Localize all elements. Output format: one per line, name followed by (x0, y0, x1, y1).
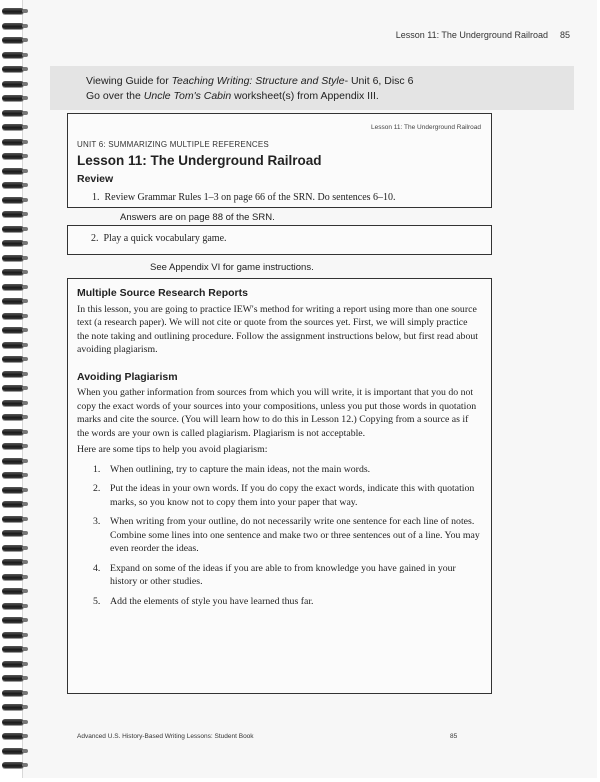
review-item-1 (92, 192, 396, 203)
tip-item (93, 562, 481, 589)
running-head-page-number: 85 (559, 30, 570, 40)
binding-coil (2, 197, 24, 203)
binding-coil (2, 588, 24, 594)
binding-coil (2, 675, 24, 681)
answers-note: Answers are on page 88 of the SRN. (120, 212, 275, 223)
tips-intro: Here are some tips to help you avoid plagiarism: (77, 444, 268, 455)
binding-coil (2, 661, 24, 667)
binding-coil (2, 327, 24, 333)
binding-coil (2, 371, 24, 377)
tip-number: 4. (93, 562, 101, 574)
binding-coil (2, 342, 24, 348)
binding-coil (2, 226, 24, 232)
lesson-title: Lesson 11: The Underground Railroad (77, 153, 322, 168)
viewing-guide-unit: - Unit 6, Disc 6 (344, 75, 414, 87)
viewing-guide-prefix: Viewing Guide for (86, 75, 172, 87)
viewing-guide-line2-suffix: worksheet(s) from Appendix III. (231, 90, 379, 102)
tip-number: 5. (93, 595, 101, 607)
review-item-2-number: 2. (91, 233, 99, 244)
binding-coil (2, 690, 24, 696)
running-head-title: Lesson 11: The Underground Railroad (395, 30, 548, 40)
binding-coil (2, 472, 24, 478)
binding-coil (2, 487, 24, 493)
binding-coil (2, 124, 24, 130)
binding-coil (2, 23, 24, 29)
review-item-2-text: Play a quick vocabulary game. (103, 233, 227, 244)
binding-coil (2, 298, 24, 304)
binding-coil (2, 516, 24, 522)
viewing-guide-line-2 (86, 89, 574, 104)
binding-coil (2, 110, 24, 116)
binding-coil (2, 748, 24, 754)
binding-coil (2, 66, 24, 72)
tip-text: Add the elements of style you have learned thus far. (110, 595, 314, 607)
binding-coil (2, 385, 24, 391)
binding-coil (2, 443, 24, 449)
review-heading: Review (77, 173, 114, 185)
tip-text: When outlining, try to capture the main ideas, not the main words. (110, 463, 371, 475)
vocabulary-box (67, 225, 492, 255)
review-item-1-text: Review Grammar Rules 1–3 on page 66 of the SRN. Do sentences 6–10. (104, 192, 396, 203)
tip-item (93, 482, 481, 509)
tip-item (93, 463, 481, 477)
viewing-guide-course-title: Teaching Writing: Structure and Style (171, 75, 345, 87)
binding-coil (2, 139, 24, 145)
viewing-guide-line-1 (86, 74, 574, 89)
binding-coil (2, 182, 24, 188)
binding-coil (2, 719, 24, 725)
lesson-header-box (67, 113, 492, 208)
binding-coil (2, 313, 24, 319)
binding-coil (2, 704, 24, 710)
binding-coil (2, 762, 24, 768)
binding-coil (2, 168, 24, 174)
review-item-2 (91, 233, 227, 244)
tip-item (93, 595, 481, 609)
binding-coil (2, 255, 24, 261)
spiral-binding (0, 8, 26, 778)
viewing-guide-line2-prefix: Go over the (86, 90, 144, 102)
binding-coil (2, 153, 24, 159)
section-heading-research-reports: Multiple Source Research Reports (77, 287, 248, 299)
binding-coil (2, 530, 24, 536)
running-head (396, 30, 570, 40)
avoiding-plagiarism-paragraph: When you gather information from sources from which you will write, it is important that you do not copy the exact words of your sources into your compositions, unless you put those words in quotation marks and cite the source. (You will learn how to do this in Lesson 12.) Copying from a source as if the words are your own is called plagiarism. Plagiarism is not acceptable. (77, 387, 477, 439)
binding-coil (2, 8, 24, 14)
inner-running-head: Lesson 11: The Underground Railroad (371, 124, 481, 131)
footer-page-number: 85 (450, 733, 458, 740)
binding-coil (2, 545, 24, 551)
binding-coil (2, 211, 24, 217)
tip-item (93, 515, 481, 556)
tip-text: When writing from your outline, do not necessarily write one sentence for each line of notes. Combine some lines into one sentence and make two or three sentences out of a line. You may even reorder the ideas. (110, 516, 480, 554)
binding-coil (2, 414, 24, 420)
unit-label: UNIT 6: SUMMARIZING MULTIPLE REFERENCES (77, 140, 269, 149)
see-appendix-note: See Appendix VI for game instructions. (150, 262, 314, 273)
review-item-1-number: 1. (92, 192, 100, 203)
viewing-guide-book-title: Uncle Tom's Cabin (143, 90, 232, 102)
binding-coil (2, 356, 24, 362)
binding-coil (2, 400, 24, 406)
binding-coil (2, 646, 24, 652)
tip-text: Expand on some of the ideas if you are able to from knowledge you have gained in your history or other studies. (110, 562, 456, 587)
binding-coil (2, 559, 24, 565)
tips-list (77, 463, 481, 609)
main-content (77, 287, 481, 614)
binding-coil (2, 429, 24, 435)
viewing-guide-banner (50, 66, 574, 110)
main-content-box (67, 278, 492, 694)
binding-coil (2, 95, 24, 101)
binding-coil (2, 603, 24, 609)
binding-coil (2, 733, 24, 739)
binding-coil (2, 269, 24, 275)
binding-coil (2, 617, 24, 623)
research-reports-paragraph: In this lesson, you are going to practice IEW's method for writing a report using more than one source text (a research paper). We will not cite or quote from the sources yet. First, we will simply practice the note taking and outlining procedure. Follow the assignment instructions below, but first read about avoiding plagiarism. (77, 303, 478, 355)
binding-coil (2, 574, 24, 580)
binding-coil (2, 501, 24, 507)
section-heading-avoiding-plagiarism: Avoiding Plagiarism (77, 370, 178, 383)
binding-coil (2, 240, 24, 246)
binding-coil (2, 458, 24, 464)
binding-coil (2, 632, 24, 638)
binding-coil (2, 37, 24, 43)
binding-coil (2, 52, 24, 58)
binding-coil (2, 81, 24, 87)
tip-number: 2. (93, 483, 101, 494)
tip-number: 1. (93, 463, 101, 475)
tip-number: 3. (93, 516, 101, 527)
binding-coil (2, 284, 24, 290)
footer-book-title: Advanced U.S. History-Based Writing Lessons: Student Book (77, 733, 254, 740)
tip-text: Put the ideas in your own words. If you do copy the exact words, indicate this with quotation marks, so you know not to copy them into your paper that way. (110, 483, 475, 508)
